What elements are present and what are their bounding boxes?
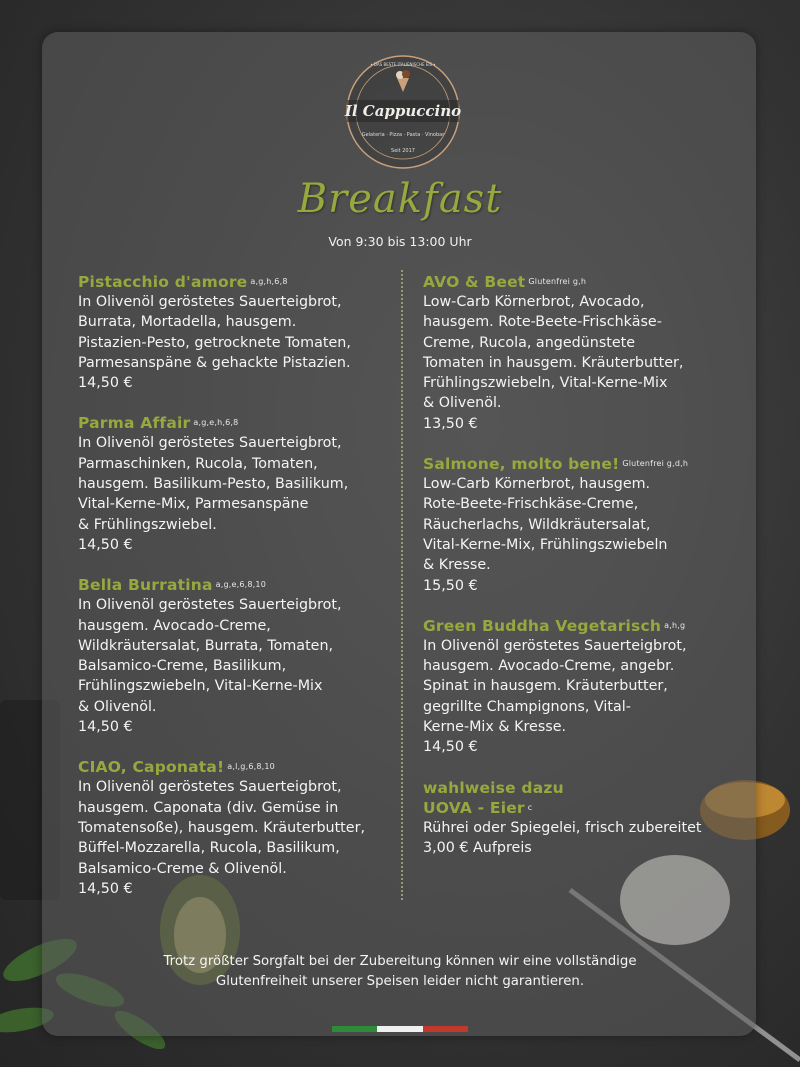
menu-item: [423, 272, 743, 434]
logo-subtitle: Gelateria · Pizza · Pasta · Vinobar: [361, 132, 445, 138]
gluten-disclaimer: Trotz größter Sorgfalt bei der Zubereitung können wir eine vollständige Glutenfreiheit unserer Speisen leider nicht garantieren.: [163, 954, 637, 989]
opening-hours: Von 9:30 bis 13:00 Uhr: [328, 234, 472, 249]
menu-item-price: 13,50 €: [423, 415, 478, 432]
cappuccino-logo: [343, 52, 463, 172]
menu-item: [423, 616, 743, 758]
allergen-codes: a,l,g,6,8,10: [227, 762, 275, 772]
menu-item-price: 15,50 €: [423, 577, 478, 594]
right-menu-column: [423, 272, 743, 878]
menu-item-title: CIAO, Caponata! $^{a,l,g,6,8,10}$: [78, 758, 275, 777]
menu-item-price: 14,50 €: [78, 536, 133, 553]
allergen-codes: a,g,e,h,6,8: [193, 418, 239, 428]
column-divider: [401, 270, 403, 900]
menu-item: [78, 575, 398, 737]
menu-item-description: Low-Carb Körnerbrot, hausgem. Rote-Beete-Frischkäse-Creme, Räucherlachs, Wildkräutersalat, Vital-Kerne-Mix, Frühlingszwiebeln & Kresse.: [423, 476, 668, 574]
menu-item: [78, 272, 398, 393]
menu-item-description: Low-Carb Körnerbrot, Avocado, hausgem. Rote-Beete-Frischkäse- Creme, Rucola, angedünstete Tomaten in hausgem. Kräuterbutter, Frühlingszwiebeln, Vital-Kerne-Mix & Olivenöl.: [423, 294, 684, 412]
logo-since: Seit 2017: [391, 148, 415, 154]
left-menu-column: [78, 272, 398, 919]
flag-red: [423, 1026, 468, 1032]
menu-item-title: Salmone, molto bene! $^{Glutenfrei g,d,h}$: [423, 455, 689, 474]
menu-item-price: 14,50 €: [78, 880, 133, 897]
allergen-codes: a,g,e,6,8,10: [215, 580, 267, 590]
menu-item-description: In Olivenöl geröstetes Sauerteigbrot, hausgem. Avocado-Creme, angebr. Spinat in hausgem. Kräuterbutter, gegrillte Champignons, Vital- Kerne-Mix & Kresse.: [423, 637, 687, 736]
menu-item-price: 14,50 €: [78, 375, 133, 392]
menu-item-description: In Olivenöl geröstetes Sauerteigbrot, Burrata, Mortadella, hausgem. Pistazien-Pesto, getrocknete Tomaten, Parmesanspäne & gehackte Pistazien.: [78, 294, 351, 371]
menu-item-description: In Olivenöl geröstetes Sauerteigbrot, hausgem. Avocado-Creme, Wildkräutersalat, Burrata, Tomaten, Balsamico-Creme, Basilikum, Frühlingszwiebeln, Vital-Kerne-Mix & Olivenöl.: [78, 597, 342, 715]
menu-item-price: 3,00 € Aufpreis: [423, 839, 532, 856]
flag-white: [377, 1026, 422, 1032]
allergen-codes: Glutenfrei g,d,h: [622, 459, 689, 469]
menu-item-description: Rührei oder Spiegelei, frisch zubereitet: [423, 819, 702, 836]
menu-item-title: Pistacchio d'amore $^{a,g,h,6,8}$: [78, 273, 288, 291]
menu-item: [423, 454, 743, 596]
menu-item-price: 14,50 €: [423, 739, 478, 756]
allergen-codes: Glutenfrei g,h: [528, 277, 587, 286]
allergen-codes: c: [527, 802, 533, 812]
page-title: Breakfast: [297, 176, 503, 222]
logo-ring-text: • DAS BESTE ITALIENISCHE EIS •: [370, 62, 436, 67]
allergen-codes: a,h,g: [664, 620, 686, 630]
logo-brand: Il Cappuccino: [344, 102, 462, 120]
italian-flag-stripe: [332, 1026, 468, 1032]
menu-item-title: Green Buddha Vegetarisch $^{a,h,g}$: [423, 616, 686, 635]
menu-item-subtitle: UOVA - Eier $^c$: [423, 798, 533, 817]
menu-item-description: In Olivenöl geröstetes Sauerteigbrot, hausgem. Caponata (div. Gemüse in Tomatensoße), hausgem. Kräuterbutter, Büffel-Mozzarella, Rucola, Basilikum, Balsamico-Creme & Olivenöl.: [78, 779, 366, 877]
menu-item-price: 14,50 €: [78, 719, 133, 736]
allergen-codes: a,g,h,6,8: [250, 277, 288, 286]
menu-item-title: wahlweise dazu: [423, 778, 564, 797]
menu-item: [78, 757, 398, 899]
menu-item-description: In Olivenöl geröstetes Sauerteigbrot, Parmaschinken, Rucola, Tomaten, hausgem. Basilikum-Pesto, Basilikum, Vital-Kerne-Mix, Parmesanspäne & Frühlingszwiebel.: [78, 435, 349, 533]
flag-green: [332, 1026, 377, 1032]
menu-item: [78, 413, 398, 555]
menu-item-title: Bella Burratina $^{a,g,e,6,8,10}$: [78, 576, 267, 595]
menu-item-title: AVO & Beet $^{Glutenfrei g,h}$: [423, 273, 587, 291]
menu-item-title: Parma Affair $^{a,g,e,h,6,8}$: [78, 414, 239, 433]
menu-item: [423, 778, 743, 859]
